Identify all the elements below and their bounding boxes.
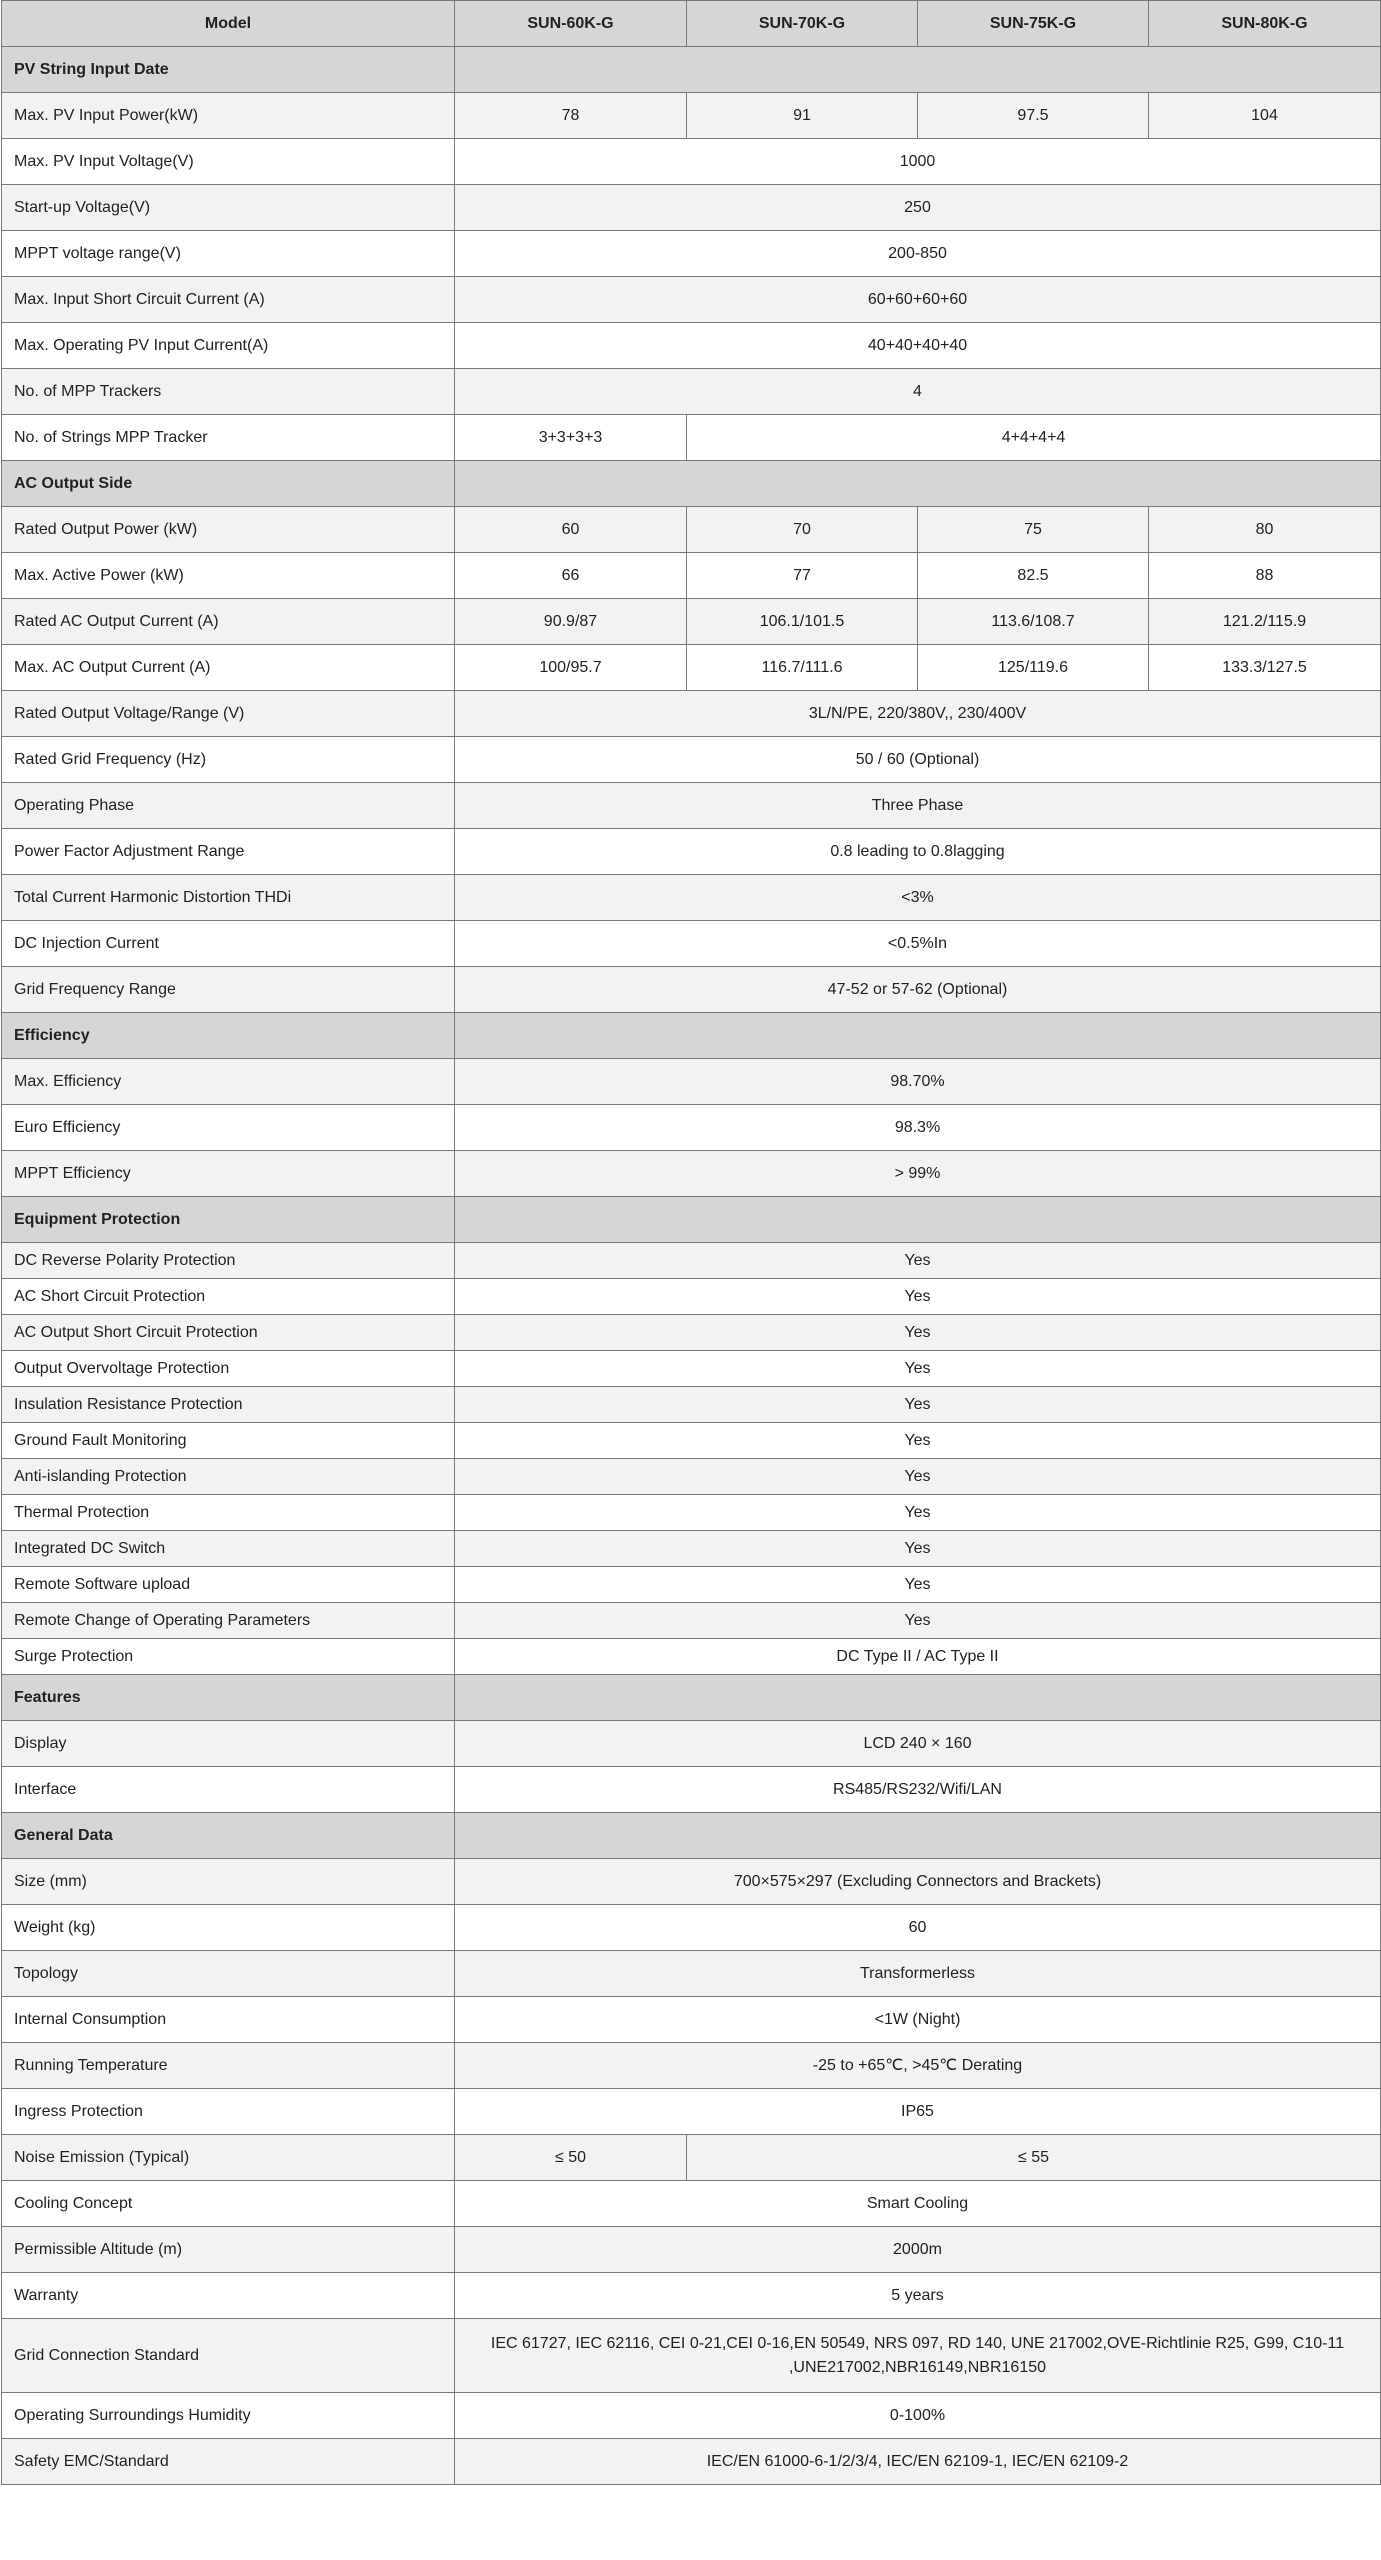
row-value: 3L/N/PE, 220/380V,, 230/400V <box>455 691 1381 737</box>
row-value: 700×575×297 (Excluding Connectors and Brackets) <box>455 1859 1381 1905</box>
header-sun-75k-g: SUN-75K-G <box>918 1 1149 47</box>
row-value: 82.5 <box>918 553 1149 599</box>
table-row <box>2 599 1381 645</box>
table-row <box>2 2273 1381 2319</box>
section-header <box>2 1013 1381 1059</box>
row-label: Max. Input Short Circuit Current (A) <box>2 277 455 323</box>
table-row <box>2 829 1381 875</box>
row-value: IP65 <box>455 2089 1381 2135</box>
row-value: ≤ 55 <box>687 2135 1381 2181</box>
table-row <box>2 2089 1381 2135</box>
row-label: Ground Fault Monitoring <box>2 1423 455 1459</box>
row-value: 60 <box>455 507 687 553</box>
row-label: AC Output Short Circuit Protection <box>2 1315 455 1351</box>
row-label: Remote Change of Operating Parameters <box>2 1603 455 1639</box>
table-row <box>2 93 1381 139</box>
row-label: Anti-islanding Protection <box>2 1459 455 1495</box>
section-filler <box>455 461 1381 507</box>
row-value: 4 <box>455 369 1381 415</box>
section-filler <box>455 47 1381 93</box>
section-header <box>2 461 1381 507</box>
section-title: AC Output Side <box>2 461 455 507</box>
section-filler <box>455 1675 1381 1721</box>
table-row <box>2 691 1381 737</box>
row-label: AC Short Circuit Protection <box>2 1279 455 1315</box>
row-value: > 99% <box>455 1151 1381 1197</box>
row-value: 66 <box>455 553 687 599</box>
spec-body <box>2 47 1381 2485</box>
table-row <box>2 1459 1381 1495</box>
table-row <box>2 1423 1381 1459</box>
row-value: RS485/RS232/Wifi/LAN <box>455 1767 1381 1813</box>
row-value: Yes <box>455 1459 1381 1495</box>
table-row <box>2 1767 1381 1813</box>
section-filler <box>455 1813 1381 1859</box>
section-header <box>2 1813 1381 1859</box>
row-value: 91 <box>687 93 918 139</box>
row-value: -25 to +65℃, >45℃ Derating <box>455 2043 1381 2089</box>
table-row <box>2 1721 1381 1767</box>
table-row <box>2 553 1381 599</box>
row-value: 113.6/108.7 <box>918 599 1149 645</box>
table-row <box>2 2135 1381 2181</box>
row-value: 90.9/87 <box>455 599 687 645</box>
header-row <box>2 1 1381 47</box>
table-row <box>2 1315 1381 1351</box>
section-title: PV String Input Date <box>2 47 455 93</box>
table-row <box>2 369 1381 415</box>
table-row <box>2 1151 1381 1197</box>
row-value: <1W (Night) <box>455 1997 1381 2043</box>
row-value: 116.7/111.6 <box>687 645 918 691</box>
row-value: Yes <box>455 1423 1381 1459</box>
table-row <box>2 875 1381 921</box>
table-row <box>2 1531 1381 1567</box>
row-value: 200-850 <box>455 231 1381 277</box>
row-label: Permissible Altitude (m) <box>2 2227 455 2273</box>
row-label: Surge Protection <box>2 1639 455 1675</box>
table-row <box>2 1859 1381 1905</box>
row-label: No. of MPP Trackers <box>2 369 455 415</box>
row-value: 133.3/127.5 <box>1149 645 1381 691</box>
table-row <box>2 921 1381 967</box>
table-row <box>2 2181 1381 2227</box>
table-row <box>2 1639 1381 1675</box>
row-value: 5 years <box>455 2273 1381 2319</box>
row-label: Total Current Harmonic Distortion THDi <box>2 875 455 921</box>
row-value: 97.5 <box>918 93 1149 139</box>
row-label: Remote Software upload <box>2 1567 455 1603</box>
section-header <box>2 47 1381 93</box>
header-model: Model <box>2 1 455 47</box>
table-row <box>2 1243 1381 1279</box>
row-value: Yes <box>455 1387 1381 1423</box>
table-row <box>2 967 1381 1013</box>
row-label: Cooling Concept <box>2 2181 455 2227</box>
row-value: 80 <box>1149 507 1381 553</box>
row-value: 78 <box>455 93 687 139</box>
row-label: Max. Active Power (kW) <box>2 553 455 599</box>
row-value: 77 <box>687 553 918 599</box>
spec-table <box>1 0 1381 2485</box>
section-filler <box>455 1197 1381 1243</box>
table-row <box>2 1905 1381 1951</box>
row-label: Max. PV Input Voltage(V) <box>2 139 455 185</box>
row-label: MPPT Efficiency <box>2 1151 455 1197</box>
table-row <box>2 1279 1381 1315</box>
row-value: 40+40+40+40 <box>455 323 1381 369</box>
table-row <box>2 2043 1381 2089</box>
row-label: Size (mm) <box>2 1859 455 1905</box>
row-label: Internal Consumption <box>2 1997 455 2043</box>
row-label: Start-up Voltage(V) <box>2 185 455 231</box>
table-row <box>2 1603 1381 1639</box>
row-label: Interface <box>2 1767 455 1813</box>
row-value: Yes <box>455 1531 1381 1567</box>
table-row <box>2 1997 1381 2043</box>
row-value: 125/119.6 <box>918 645 1149 691</box>
table-row <box>2 1105 1381 1151</box>
row-label: Rated Output Voltage/Range (V) <box>2 691 455 737</box>
row-label: Operating Surroundings Humidity <box>2 2393 455 2439</box>
row-value: 0.8 leading to 0.8lagging <box>455 829 1381 875</box>
section-header <box>2 1197 1381 1243</box>
row-value: 121.2/115.9 <box>1149 599 1381 645</box>
row-value: Three Phase <box>455 783 1381 829</box>
row-value: 106.1/101.5 <box>687 599 918 645</box>
row-value: IEC 61727, IEC 62116, CEI 0-21,CEI 0-16,EN 50549, NRS 097, RD 140, UNE 217002,OVE-Richtlinie R25, G99, C10-11 ,UNE217002,NBR16149,NBR16150 <box>455 2319 1381 2393</box>
row-label: Power Factor Adjustment Range <box>2 829 455 875</box>
table-row <box>2 1951 1381 1997</box>
row-value: Smart Cooling <box>455 2181 1381 2227</box>
row-value: 88 <box>1149 553 1381 599</box>
row-value: 98.3% <box>455 1105 1381 1151</box>
table-row <box>2 645 1381 691</box>
row-value: 2000m <box>455 2227 1381 2273</box>
row-label: Thermal Protection <box>2 1495 455 1531</box>
row-value: 100/95.7 <box>455 645 687 691</box>
table-row <box>2 737 1381 783</box>
table-row <box>2 139 1381 185</box>
row-value: 104 <box>1149 93 1381 139</box>
row-value: ≤ 50 <box>455 2135 687 2181</box>
table-row <box>2 323 1381 369</box>
section-title: Efficiency <box>2 1013 455 1059</box>
row-value: Yes <box>455 1603 1381 1639</box>
row-value: DC Type II / AC Type II <box>455 1639 1381 1675</box>
row-label: Rated Output Power (kW) <box>2 507 455 553</box>
row-value: 0-100% <box>455 2393 1381 2439</box>
row-label: Weight (kg) <box>2 1905 455 1951</box>
table-row <box>2 1351 1381 1387</box>
row-label: Integrated DC Switch <box>2 1531 455 1567</box>
row-value: <0.5%In <box>455 921 1381 967</box>
row-label: Noise Emission (Typical) <box>2 2135 455 2181</box>
table-row <box>2 2319 1381 2393</box>
row-label: Max. AC Output Current (A) <box>2 645 455 691</box>
row-label: Max. PV Input Power(kW) <box>2 93 455 139</box>
row-label: Grid Connection Standard <box>2 2319 455 2393</box>
row-value: Yes <box>455 1495 1381 1531</box>
row-value: 250 <box>455 185 1381 231</box>
row-value: 60 <box>455 1905 1381 1951</box>
table-row <box>2 277 1381 323</box>
row-label: Ingress Protection <box>2 2089 455 2135</box>
table-row <box>2 783 1381 829</box>
row-label: No. of Strings MPP Tracker <box>2 415 455 461</box>
table-row <box>2 507 1381 553</box>
table-row <box>2 1059 1381 1105</box>
row-label: Grid Frequency Range <box>2 967 455 1013</box>
header-sun-70k-g: SUN-70K-G <box>687 1 918 47</box>
row-value: LCD 240 × 160 <box>455 1721 1381 1767</box>
row-label: Rated Grid Frequency (Hz) <box>2 737 455 783</box>
row-label: DC Reverse Polarity Protection <box>2 1243 455 1279</box>
table-row <box>2 2439 1381 2485</box>
row-label: Safety EMC/Standard <box>2 2439 455 2485</box>
header-sun-60k-g: SUN-60K-G <box>455 1 687 47</box>
row-label: Topology <box>2 1951 455 1997</box>
row-value: Yes <box>455 1567 1381 1603</box>
header-sun-80k-g: SUN-80K-G <box>1149 1 1381 47</box>
row-label: Insulation Resistance Protection <box>2 1387 455 1423</box>
row-value: 98.70% <box>455 1059 1381 1105</box>
row-label: Max. Efficiency <box>2 1059 455 1105</box>
row-value: 70 <box>687 507 918 553</box>
row-value: 4+4+4+4 <box>687 415 1381 461</box>
row-label: DC Injection Current <box>2 921 455 967</box>
row-value: Yes <box>455 1279 1381 1315</box>
row-value: Transformerless <box>455 1951 1381 1997</box>
section-header <box>2 1675 1381 1721</box>
row-label: Display <box>2 1721 455 1767</box>
row-value: <3% <box>455 875 1381 921</box>
row-value: 60+60+60+60 <box>455 277 1381 323</box>
row-value: 47-52 or 57-62 (Optional) <box>455 967 1381 1013</box>
row-value: IEC/EN 61000-6-1/2/3/4, IEC/EN 62109-1, IEC/EN 62109-2 <box>455 2439 1381 2485</box>
table-row <box>2 185 1381 231</box>
row-label: Max. Operating PV Input Current(A) <box>2 323 455 369</box>
row-label: Running Temperature <box>2 2043 455 2089</box>
section-title: Equipment Protection <box>2 1197 455 1243</box>
row-value: Yes <box>455 1315 1381 1351</box>
row-value: 75 <box>918 507 1149 553</box>
table-row <box>2 231 1381 277</box>
row-label: Rated AC Output Current (A) <box>2 599 455 645</box>
row-label: Output Overvoltage Protection <box>2 1351 455 1387</box>
table-row <box>2 415 1381 461</box>
row-value: Yes <box>455 1351 1381 1387</box>
row-value: 50 / 60 (Optional) <box>455 737 1381 783</box>
row-label: Warranty <box>2 2273 455 2319</box>
table-row <box>2 2227 1381 2273</box>
row-label: MPPT voltage range(V) <box>2 231 455 277</box>
row-value: 1000 <box>455 139 1381 185</box>
row-label: Euro Efficiency <box>2 1105 455 1151</box>
table-row <box>2 1495 1381 1531</box>
table-row <box>2 1387 1381 1423</box>
section-filler <box>455 1013 1381 1059</box>
table-row <box>2 2393 1381 2439</box>
section-title: General Data <box>2 1813 455 1859</box>
row-label: Operating Phase <box>2 783 455 829</box>
table-row <box>2 1567 1381 1603</box>
section-title: Features <box>2 1675 455 1721</box>
row-value: Yes <box>455 1243 1381 1279</box>
row-value: 3+3+3+3 <box>455 415 687 461</box>
